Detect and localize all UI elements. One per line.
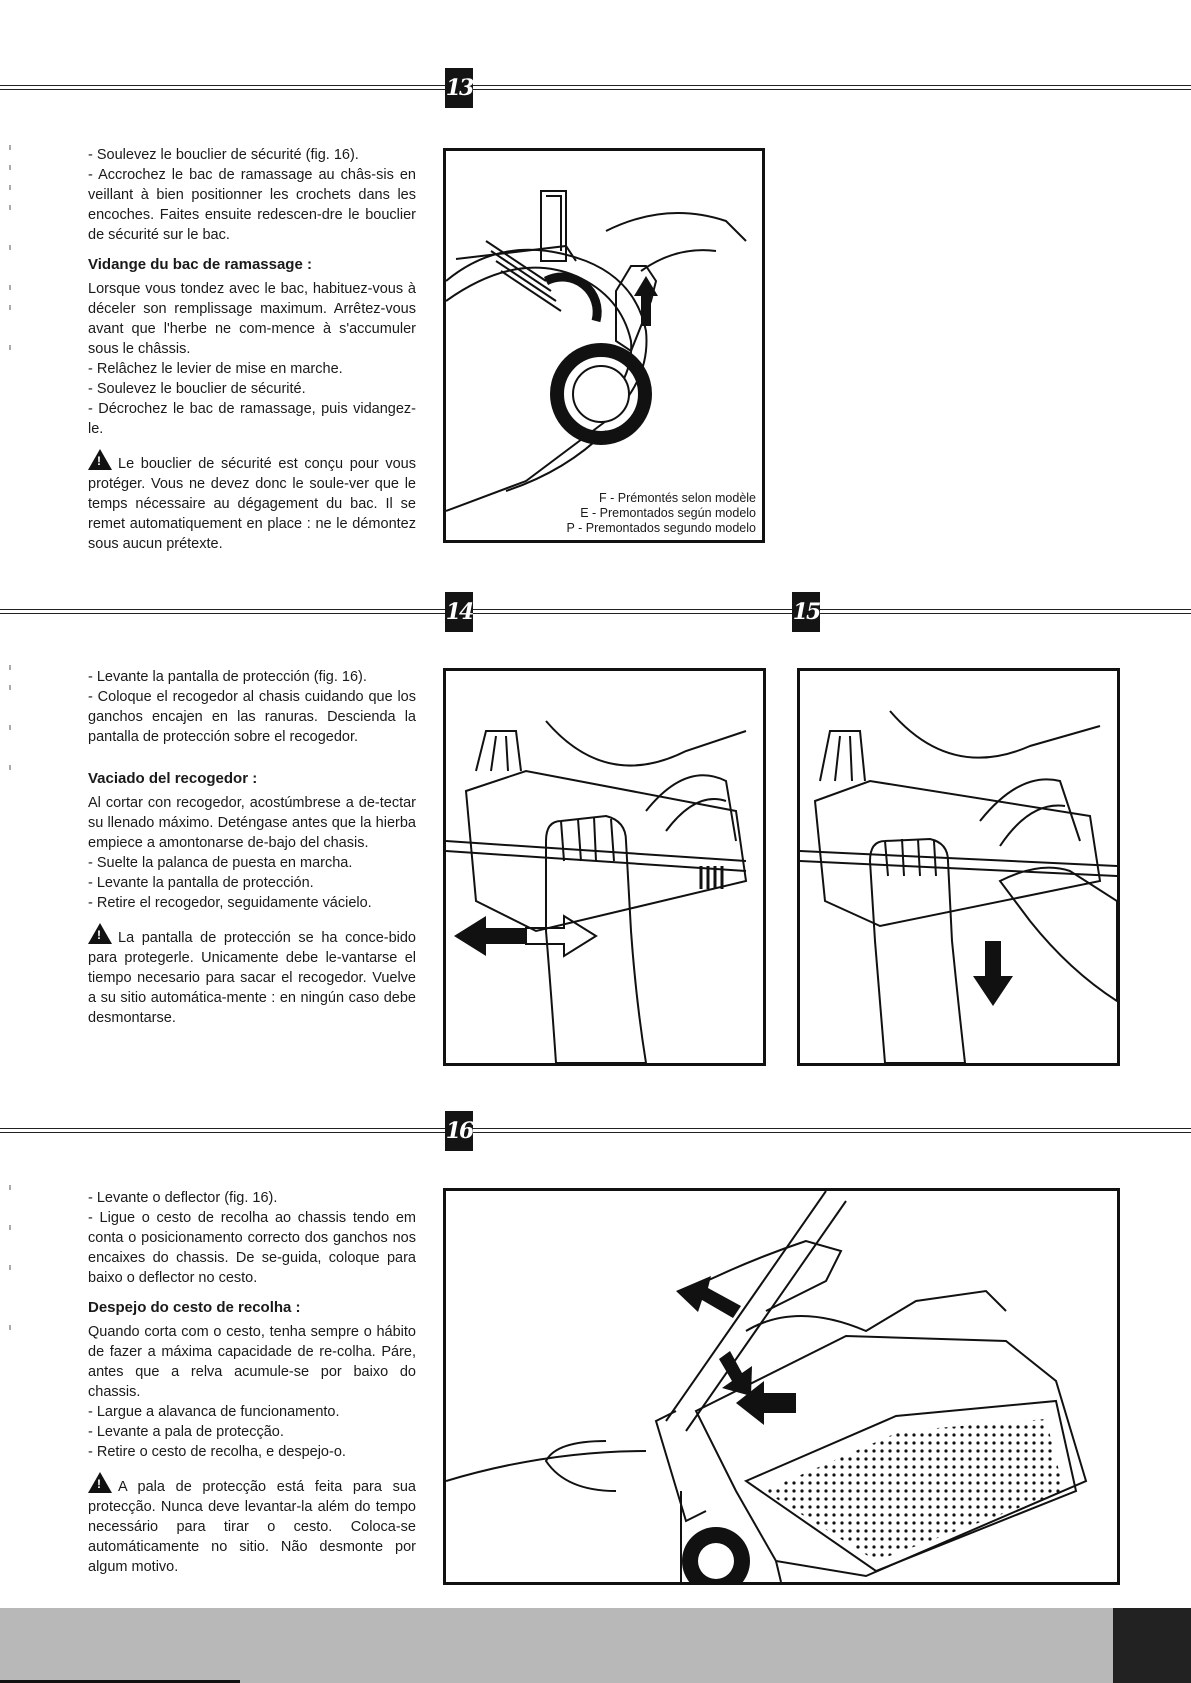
paragraph: - Largue a alavanca de funcionamento. — [88, 1404, 340, 1420]
paragraph: - Levante o deflector (fig. 16). — [88, 1190, 278, 1206]
text-column-es — [88, 667, 416, 1028]
margin-marks — [0, 145, 12, 495]
paragraph: Al cortar con recogedor, acostúmbrese a de-tectar su llenado máximo. Deténgase antes que la hierba empiece a amontonarse de-bajo del chasis. — [88, 795, 416, 851]
paragraph: - Relâchez le levier de mise en marche. — [88, 361, 343, 377]
text-column-pt — [88, 1188, 416, 1577]
section-number-15: 15 — [792, 592, 820, 632]
paragraph: - Retire el recogedor, seguidamente vácielo. — [88, 895, 372, 911]
paragraph: - Ligue o cesto de recolha ao chassis tendo em conta o posicionamento correcto dos ganchos nos encaixes do chassis. De se-guida, coloque para baixo o deflector no cesto. — [88, 1210, 416, 1286]
footer-page-tab — [1113, 1608, 1191, 1683]
paragraph: - Accrochez le bac de ramassage au châs-sis en veillant à bien positionner les crochets dans les encoches. Faites ensuite redescen-dre le bouclier de sécurité sur le bac. — [88, 167, 416, 243]
section-heading: Vaciado del recogedor : — [88, 770, 258, 787]
figure-caption — [567, 491, 756, 536]
margin-marks-graphic — [0, 145, 12, 1585]
figure-15-illustration — [800, 671, 1117, 1063]
warning-text: A pala de protecção está feita para sua protecção. Nunca deve levantar-la além do tempo necessário para tirar o cesto. Coloca-se automáticamente no sitio. Não desmonte por algum motivo. — [88, 1479, 416, 1575]
paragraph: Quando corta com o cesto, tenha sempre o hábito de fazer a máxima capacidade de re-colha. Páre, antes que a relva acumule-se por baixo do chassis. — [88, 1324, 416, 1400]
paragraph: - Décrochez le bac de ramassage, puis vidangez-le. — [88, 401, 416, 437]
section-heading: Vidange du bac de ramassage : — [88, 256, 312, 273]
caption-line: E - Premontados según modelo — [580, 506, 756, 520]
warning-paragraph — [88, 923, 416, 1028]
paragraph: - Levante a pala de protecção. — [88, 1424, 284, 1440]
warning-icon — [88, 1472, 112, 1493]
paragraph: - Coloque el recogedor al chasis cuidando que los ganchos encajen en las ranuras. Descienda la pantalla de protección sobre el recogedor. — [88, 689, 416, 745]
figure-14-illustration — [446, 671, 763, 1063]
paragraph: - Levante la pantalla de protección. — [88, 875, 314, 891]
section-number-13: 13 — [445, 68, 473, 108]
paragraph: - Soulevez le bouclier de sécurité (fig. 16). — [88, 147, 359, 163]
warning-icon — [88, 449, 112, 470]
page-footer — [0, 1608, 1191, 1683]
section-divider-13 — [0, 85, 1191, 90]
figure-14 — [443, 668, 766, 1066]
warning-paragraph — [88, 449, 416, 554]
figure-13-illustration — [446, 151, 762, 540]
paragraph: - Retire o cesto de recolha, e despejo-o. — [88, 1444, 346, 1460]
figure-16 — [443, 1188, 1120, 1585]
warning-text: La pantalla de protección se ha conce-bido para protegerle. Unicamente debe le-vantarse el tiempo necesario para sacar el recogedor. Vuelve a su sitio automática-mente : en ningún caso debe desmontarse. — [88, 930, 416, 1026]
section-divider-14 — [0, 609, 1191, 614]
text-column-fr — [88, 145, 416, 554]
paragraph: - Soulevez le bouclier de sécurité. — [88, 381, 306, 397]
figure-15 — [797, 668, 1120, 1066]
section-number-14: 14 — [445, 592, 473, 632]
paragraph: Lorsque vous tondez avec le bac, habituez-vous à déceler son remplissage maximum. Arrêtez-vous avant que l'herbe ne com-mence à s'accumuler sous le châssis. — [88, 281, 416, 357]
warning-text: Le bouclier de sécurité est conçu pour vous protéger. Vous ne devez donc le soule-ver que le temps nécessaire au dégagement du bac. Il se remet automatiquement en place : ne le démontez sous aucun prétexte. — [88, 456, 416, 552]
paragraph: - Levante la pantalla de protección (fig. 16). — [88, 669, 367, 685]
figure-13 — [443, 148, 765, 543]
warning-icon — [88, 923, 112, 944]
paragraph: - Suelte la palanca de puesta en marcha. — [88, 855, 353, 871]
caption-line: P - Premontados segundo modelo — [566, 521, 756, 535]
section-divider-16 — [0, 1128, 1191, 1133]
figure-16-illustration — [446, 1191, 1117, 1582]
caption-line: F - Prémontés selon modèle — [598, 491, 756, 505]
section-number-16: 16 — [445, 1111, 473, 1151]
section-heading: Despejo do cesto de recolha : — [88, 1299, 301, 1316]
warning-paragraph — [88, 1472, 416, 1577]
